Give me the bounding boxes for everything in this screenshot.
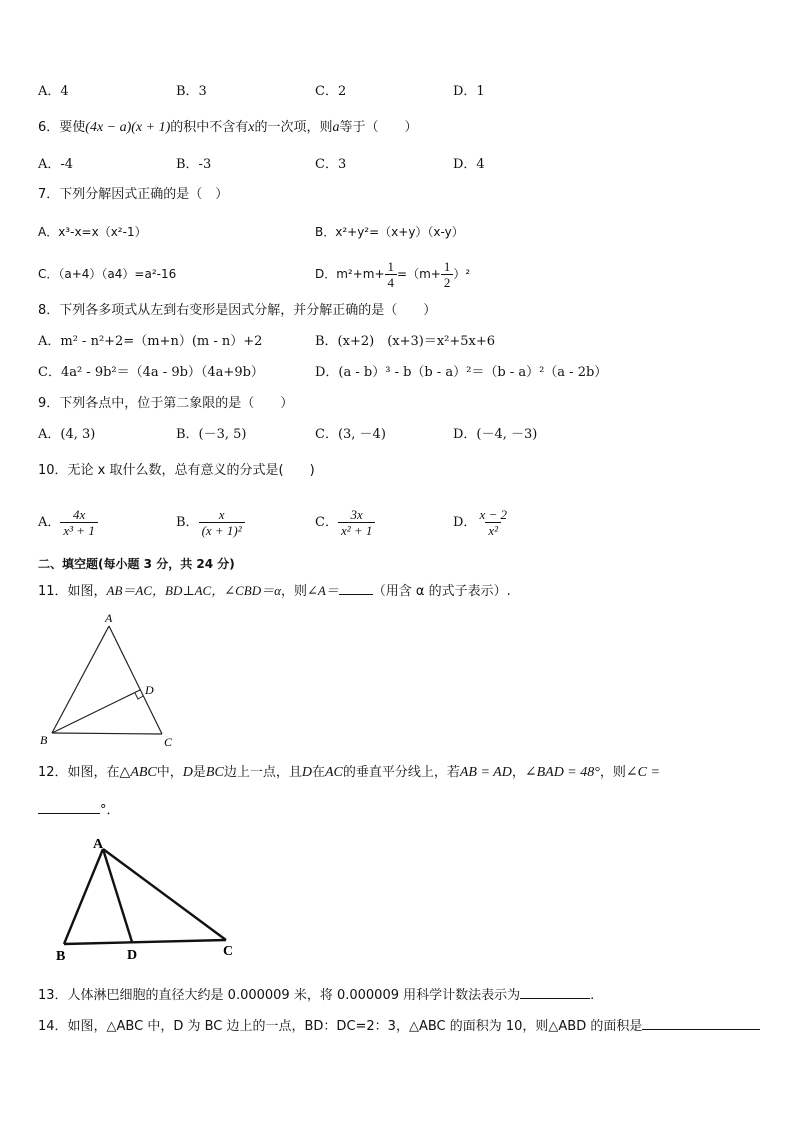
q11-answer-blank[interactable] — [339, 582, 373, 595]
q5-option-b: B．3 — [176, 84, 207, 99]
q11-label-b: B — [40, 733, 48, 747]
section-title: 二、填空题(每小题 3 分，共 24 分) — [38, 557, 235, 571]
q10-option-b: B． $\frac{x}{\text{(x + 1)²}}$ — [176, 504, 245, 542]
q12-angle: ∠BAD = 48° — [524, 765, 600, 780]
q6-option-c: C．3 — [315, 157, 347, 172]
q12-condition: AB = AD — [459, 765, 512, 780]
q7-option-a: A．x³-x=x（x²-1） — [38, 225, 147, 239]
q9-option-b: B．(－3, 5) — [176, 427, 247, 442]
q13-answer-blank[interactable] — [520, 986, 590, 999]
q12-side-bc — [64, 940, 226, 944]
q6-prefix: 6．要使 — [38, 120, 86, 135]
q5-option-a: A．4 — [38, 84, 69, 99]
q12-segment-ad — [103, 849, 132, 942]
q12-label-a: A — [93, 837, 104, 852]
q9-stem: 9．下列各点中，位于第二象限的是（ ） — [38, 396, 294, 411]
q11-segment-bd — [52, 690, 140, 733]
q9-option-c: C．(3, －4) — [315, 427, 386, 442]
q9-option-d: D．(－4, －3) — [453, 427, 538, 442]
q11-side-ab — [52, 626, 109, 733]
q14-stem: 14．如图，△ABC 中，D 为 BC 边上的一点，BD：DC=2：3，△ABC 的面积为 10，则△ABD 的面积是 — [38, 1017, 760, 1036]
q6-option-a: A．-4 — [38, 157, 74, 172]
q12-label-d: D — [127, 948, 138, 963]
q7-d-suffix: ）² — [453, 267, 471, 281]
q6-var-x: x — [248, 120, 255, 135]
q7-option-d — [315, 254, 470, 294]
q5-option-c: C．2 — [315, 84, 347, 99]
q7-option-b: B．x²+y²=（x+y）（x-y） — [315, 225, 464, 239]
q9-option-a: A．(4, 3) — [38, 427, 96, 442]
q14-answer-blank[interactable] — [642, 1017, 760, 1030]
q6-expression: (4x − a)(x + 1) — [85, 120, 171, 135]
q7-d-mid: =（m+ — [397, 267, 441, 281]
q12-answer-blank[interactable] — [38, 801, 100, 814]
q12-label-b: B — [56, 949, 66, 964]
q11-triangle-figure — [34, 610, 184, 752]
q10-c-fraction: $\frac{3x}{\text{x² + 1}}$ — [338, 507, 375, 538]
q10-option-a: A． $\frac{4x}{\text{x³ + 1}}$ — [38, 504, 98, 542]
q12-ask: ∠C = — [625, 765, 660, 780]
q6-option-b: B．-3 — [176, 157, 212, 172]
q6-option-d: D．4 — [453, 157, 485, 172]
q11-ask: ∠A＝ — [306, 583, 339, 598]
q12-stem: 12．如图，在△ABC中，D是BC边上一点，且D在AC的垂直平分线上，若AB = AD，∠BAD = 48°，则∠C = — [38, 765, 660, 780]
q11-label-d: D — [145, 683, 154, 697]
q7-stem: 7．下列分解因式正确的是（ ） — [38, 187, 229, 202]
q8-option-d: D．(a - b）³ - b（b - a）²＝（b - a）²（a - 2b） — [315, 365, 608, 380]
q8-option-c: C．4a² - 9b²＝（4a - 9b）（4a+9b） — [38, 365, 264, 380]
q11-side-bc — [52, 733, 162, 734]
q10-option-c: C． $\frac{3x}{\text{x² + 1}}$ — [315, 504, 375, 542]
q7-option-c: C．（a+4）（a4）=a²-16 — [38, 267, 177, 281]
q6-mid2: 的一次项，则 — [254, 120, 333, 135]
q12-triangle-figure — [50, 832, 250, 967]
q12-side-ac — [103, 849, 226, 940]
q10-option-d: D． $\frac{x - 2}{\text{x²}}$ — [453, 504, 510, 542]
q11-label-a: A — [105, 611, 113, 625]
q5-option-d: D．1 — [453, 84, 485, 99]
q11-side-ac — [109, 626, 162, 734]
q8-option-a: A．m² - n²+2=（m+n）(m - n）+2 — [38, 334, 263, 349]
q11-stem: 11．如图，AB＝AC，BD⊥AC，∠CBD＝α，则∠A＝ （用含 α 的式子表示）. — [38, 583, 511, 599]
q11-condition: AB＝AC，BD⊥AC，∠CBD＝α — [106, 583, 281, 598]
q6-stem — [38, 119, 418, 137]
q6-mid: 的积中不含有 — [170, 120, 249, 135]
q10-d-fraction: $\frac{x - 2}{\text{x²}}$ — [479, 507, 507, 538]
q7-d-prefix: D．m²+m+ — [315, 267, 385, 281]
q10-b-fraction: $\frac{x}{\text{(x + 1)²}}$ — [199, 507, 245, 538]
q8-stem: 8．下列各多项式从左到右变形是因式分解，并分解正确的是（ ） — [38, 303, 437, 318]
q6-suffix: 等于（ ） — [339, 120, 418, 135]
q10-a-fraction: $\frac{4x}{\text{x³ + 1}}$ — [60, 507, 97, 538]
q10-stem: 10．无论 x 取什么数，总有意义的分式是( ) — [38, 463, 315, 478]
q8-option-b: B．(x+2) (x+3)＝x²+5x+6 — [315, 334, 496, 349]
q11-label-c: C — [164, 735, 173, 749]
q7-d-fraction-2: $\frac{1}{2}$ — [441, 259, 454, 290]
q12-answer-line: °． — [38, 801, 120, 820]
q7-d-fraction-1: $\frac{1}{4}$ — [385, 259, 398, 290]
q12-label-c: C — [223, 944, 234, 959]
q12-side-ab — [64, 849, 103, 944]
q13-stem: 13．人体淋巴细胞的直径大约是 0.000009 米，将 0.000009 用科学计数法表示为 . — [38, 988, 595, 1003]
q6-var-a: a — [332, 120, 340, 135]
